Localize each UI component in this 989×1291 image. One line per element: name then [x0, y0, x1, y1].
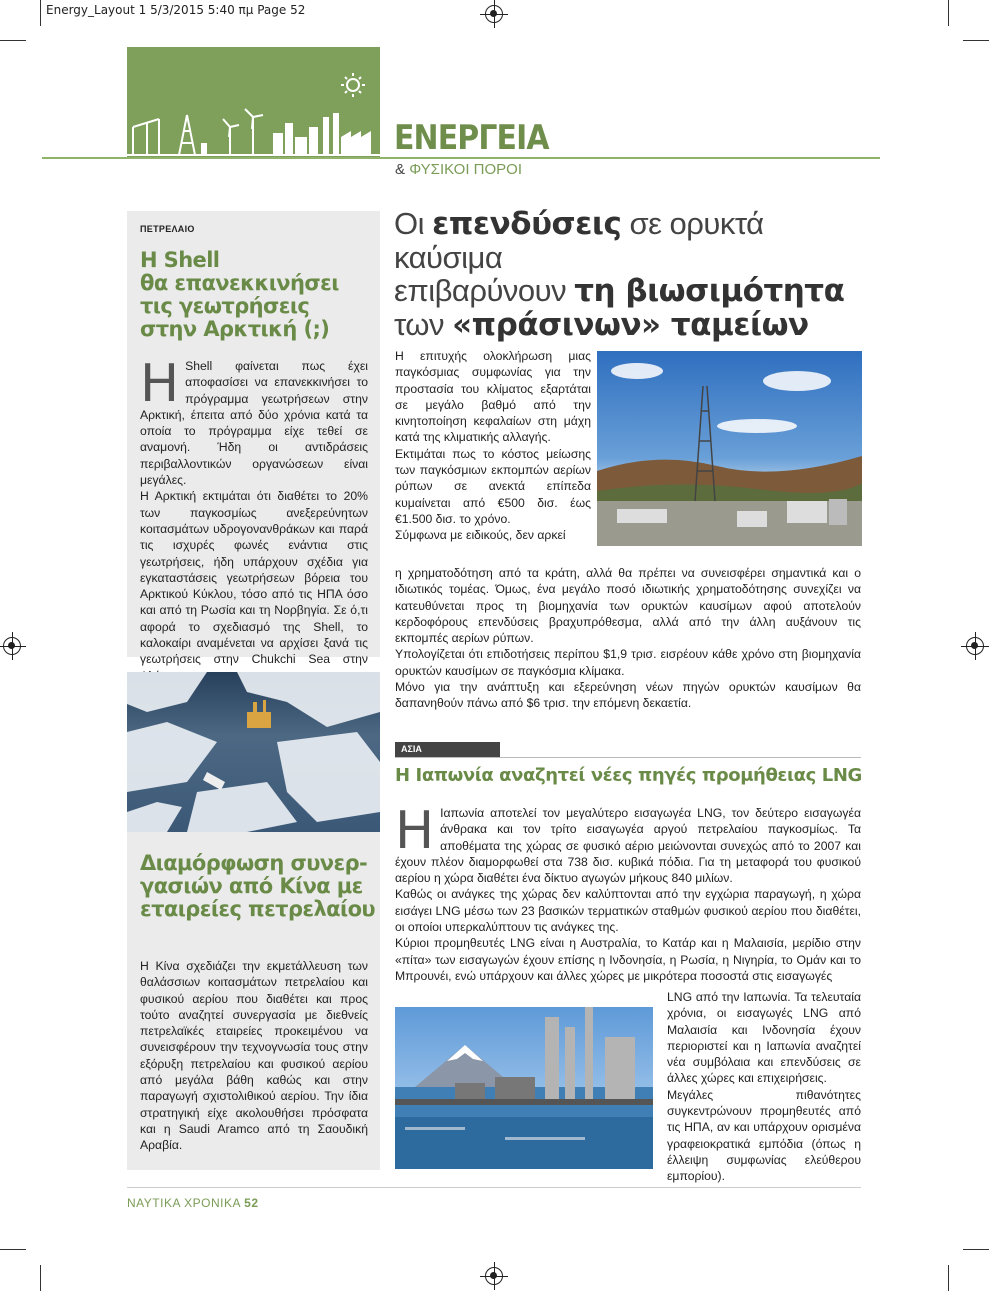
article-headline: Η Ιαπωνία αναζητεί νέες πηγές προμήθειας LNG	[395, 765, 862, 786]
drop-cap: Η	[395, 801, 435, 861]
crop-mark	[40, 1265, 41, 1291]
drilling-rig-photo	[597, 351, 862, 546]
print-slug: Energy_Layout 1 5/3/2015 5:40 πμ Page 52	[46, 3, 306, 17]
crop-mark	[0, 40, 26, 41]
crop-mark	[948, 0, 949, 26]
industry-skyline-icon	[127, 47, 380, 157]
article-kicker: ΑΣΙΑ	[395, 742, 500, 757]
main-article-body: Η επιτυχής ολοκλήρωση μιας παγκόσμιας συμφωνίας για την προστασία του κλίματος εξαρτάται σε μεγάλο βαθμό από την κινητοποίηση κεφαλαίων στη μάχη κατά της κλιματικής αλλαγής. Εκτιμάται πως το κόστος μείωσης των παγκόσμιων εκπομπών αερίων ρύπων σε ανεκτά επίπεδα κυμαίνεται από €500 δισ. έως €1.500 δισ. το χρόνο. Σύμφωνα με ειδικούς, δεν αρκεί	[395, 349, 591, 543]
main-headline: Οι επενδύσεις σε ορυκτά καύσιμα επιβαρύνουν τη βιωσιμότητα των «πράσινων» ταμείων	[394, 206, 845, 343]
footer-rule	[127, 1187, 861, 1188]
main-article-body-continued: η χρηματοδότηση από τα κράτη, αλλά θα πρέπει να συνεισφέρει σημαντικά και ο ιδιωτικός τομέας. Όμως, ένα μεγάλο ποσό ιδιωτικής χρηματοδότησης συνεχίζει να κατευθύνεται προς τη βιομηχανία των ορυκτών καυσίμων αφού αποτελούν κερδοφόρους επενδύσεις βραχυπρόθεσμα, αλλά από την άλλη αυξάνουν τις εκπομπές αερίων ρύπων. Υπολογίζεται ότι επιδοτήσεις περίπου $1,9 τρισ. εισρέουν κάθε χρόνο στη βιομηχανία ορυκτών καυσίμων σε παγκόσμια κλίμακα. Μόνο για την ανάπτυξη και εξερεύνηση νέων πηγών ορυκτών καυσίμων θα δαπανηθούν πάνω από $6 τρισ. την επόμενη δεκαετία.	[395, 566, 861, 711]
publication-name: ΝΑΥΤΙΚΑ ΧΡΟΝΙΚΑ	[127, 1196, 241, 1210]
registration-mark-icon	[3, 637, 21, 655]
registration-mark-icon	[485, 5, 503, 23]
article-kicker: ΠΕΤΡΕΛΑΙΟ	[140, 224, 195, 234]
section-subtitle: & ΦΥΣΙΚΟΙ ΠΟΡΟΙ	[395, 161, 523, 178]
article-body: Η Ιαπωνία αποτελεί τον μεγαλύτερο εισαγωγέα LNG, τον δεύτερο εισαγωγέα άνθρακα και τον τρίτο εισαγωγέα αργού πετρελαίου παγκοσμίως. Τα αποθέματα της χώρας σε φυσικό αέριο μειώνονται συνεχώς από το 2007 και έχουν πλέον διαμορφωθεί στα 738 δισ. κυβικά πόδια. Για τη μεταφορά του φυσικού αερίου η χώρα διαθέτει ένα δίκτυο αγωγών μήκους 840 μιλίων. Καθώς οι ανάγκες της χώρας δεν καλύπτονται από την εγχώρια παραγωγή, η χώρα εισάγει LNG μέσω των 23 βασικών τερματικών σταθμών φυσικού αερίου που διαθέτει, οι οποίοι υπερκαλύπτουν τις ανάγκες της. Κύριοι προμηθευτές LNG είναι η Αυστραλία, το Κατάρ και η Μαλαισία, μερίδιο στην «πίτα» των εισαγωγών έχουν επίσης η Ινδονησία, η Ρωσία, η Νιγηρία, το Ομάν και το Μπρουνέι, ενώ υπάρχουν και άλλες χώρες με μικρότερα ποσοστά στις εισαγωγές	[395, 801, 861, 983]
crop-mark	[963, 1249, 989, 1250]
crop-mark	[0, 1249, 26, 1250]
section-rule	[395, 757, 861, 758]
arctic-rig-photo	[127, 672, 380, 832]
energy-banner-illustration	[127, 47, 380, 157]
crop-mark	[963, 40, 989, 41]
page-footer	[127, 1196, 259, 1210]
article-headline: Διαμόρφωση συνερ- γασιών από Κίνα με εταιρείες πετρελαίου	[140, 851, 375, 921]
page-number: 52	[244, 1196, 259, 1210]
article-body: Η Κίνα σχεδιάζει την εκμετάλλευση των θαλάσσιων κοιτασμάτων πετρελαίου και φυσικού αερίου που διαθέτει και προς τούτο αναζητεί συνεργασία με διεθνείς πετρελαϊκές εταιρείες προκειμένου να συνεισφέρουν την τεχνογνωσία τους στην εξόρυξη πετρελαίου και φυσικού αερίου από μεγάλα βάθη καθώς και στην παραγωγή σχιστολιθικού αερίου. Την ίδια στρατηγική είχε ακολουθήσει πρόσφατα και η Saudi Aramco από τη Σαουδική Αραβία.	[140, 959, 368, 1153]
drop-cap: Η	[140, 354, 180, 414]
lng-terminal-photo	[395, 1007, 653, 1169]
article-body-continued: LNG από την Ιαπωνία. Τα τελευταία χρόνια, οι εισαγωγές LNG από Μαλαισία και Ινδονησία έχουν περιοριστεί και η Ιαπωνία αναζητεί νέα συμβόλαια και επενδύσεις σε άλλες χώρες και επιχειρήσεις. Μεγάλες πιθανότητες συγκεντρώνουν προμηθευτές από τις ΗΠΑ, αν και υπάρχουν ορισμένα γραφειοκρατικά εμπόδια (όπως η έλλειψη συμφωνίας ελεύθερου εμπορίου).	[667, 990, 861, 1184]
crop-mark	[40, 0, 41, 26]
article-body: Η Shell φαίνεται πως έχει αποφασίσει να επανεκκινήσει το πρόγραμμα γεωτρήσεων στην Αρκτική, έπειτα από δύο χρόνια κατά τα οποία το πρόγραμμα είχε τεθεί σε αναμονή. Ήδη οι αντιδράσεις περιβαλλοντικών οργανώσεων είναι μεγάλες. Η Αρκτική εκτιμάται ότι διαθέτει το 20% των παγκοσμίως ανεξερεύνητων κοιτασμάτων υδρογονανθράκων και παρά τις ισχυρές φωνές ενάντια στις γεωτρήσεις, ήδη υπάρχουν σχέδια για εγκαταστάσεις γεωτρήσεων βόρεια του Αρκτικού Κύκλου, τόσο από τις ΗΠΑ όσο και από τη Ρωσία και τη Νορβηγία. Σε ό,τι αφορά το σχεδιασμό της Shell, το καλοκαίρι αναμένεται να αρχίσει ξανά τις γεωτρήσεις στην Chukchi Sea στην	[140, 354, 368, 667]
article-headline: Η Shell θα επανεκκινήσει τις γεωτρήσεις στην Αρκτική (;)	[140, 248, 339, 341]
section-title: ΕΝΕΡΓΕΙΑ	[394, 118, 549, 158]
registration-mark-icon	[966, 637, 984, 655]
registration-mark-icon	[485, 1267, 503, 1285]
crop-mark	[948, 1265, 949, 1291]
